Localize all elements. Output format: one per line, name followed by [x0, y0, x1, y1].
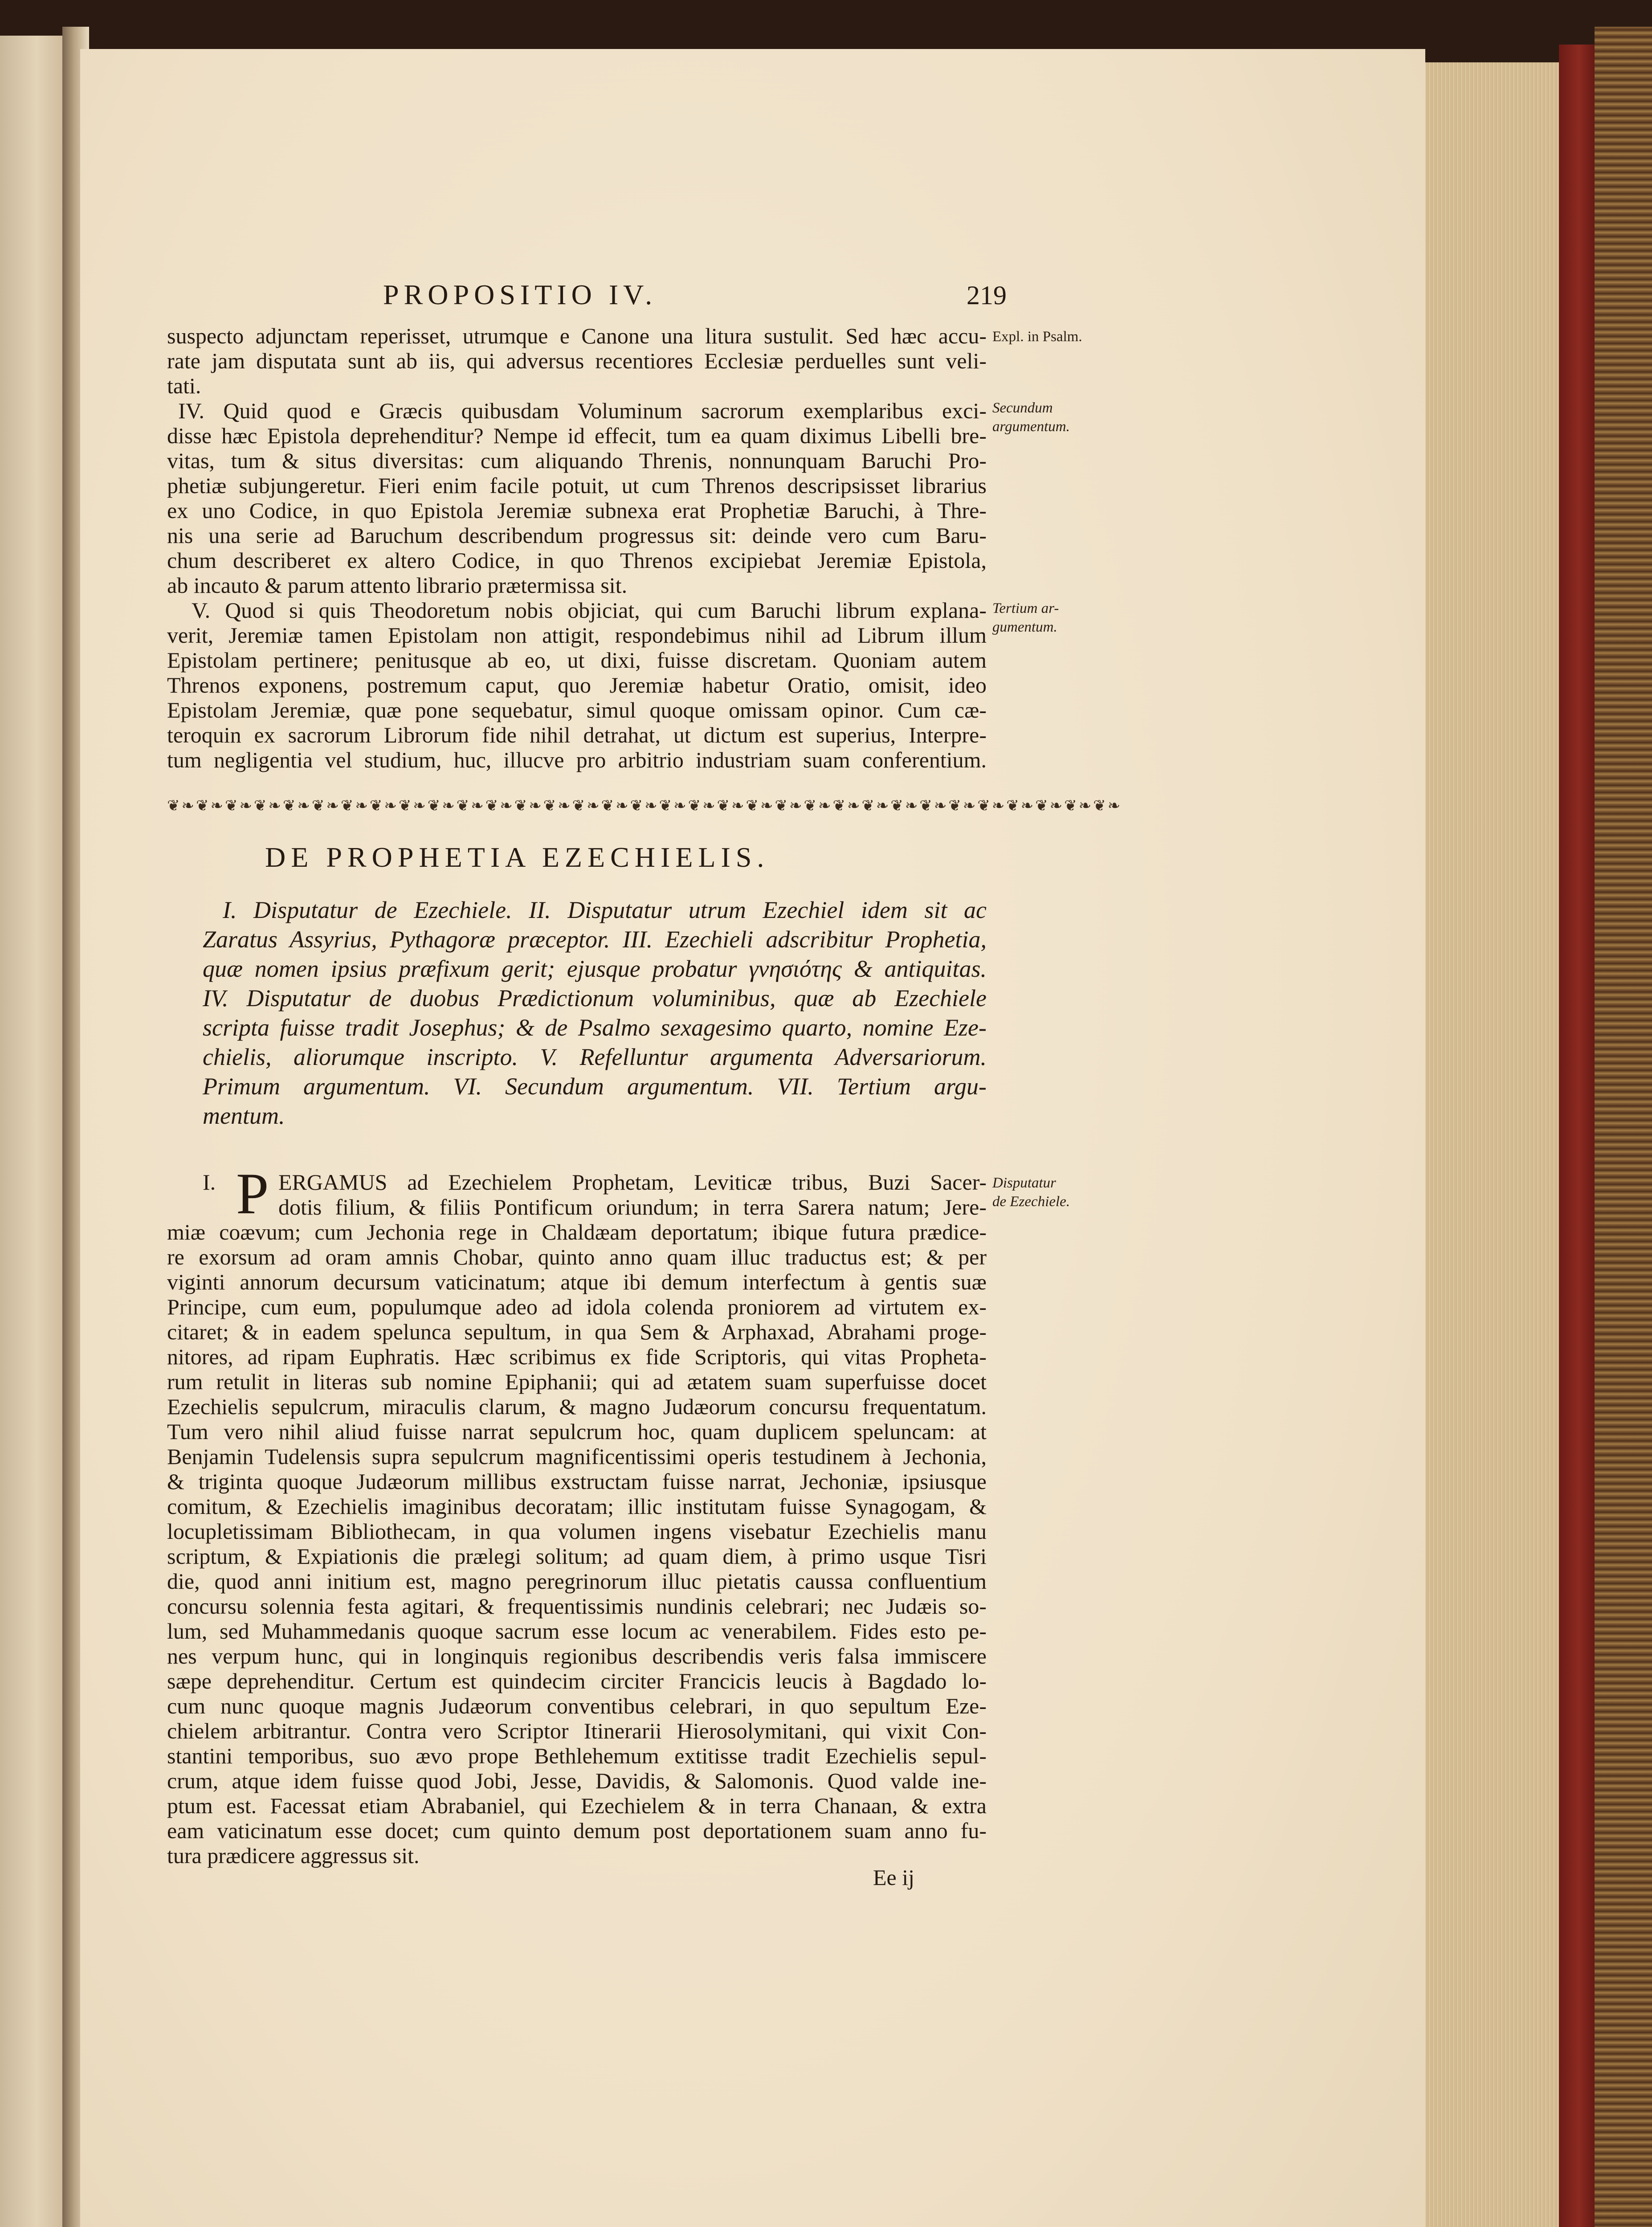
running-head — [383, 278, 1007, 314]
text-line: tura prædicere aggressus sit. — [167, 1843, 420, 1868]
text-line: nes verpum hunc, qui in longinquis regionibus describendis veris falsa immiscere — [167, 1644, 987, 1668]
text-line: crum, atque idem fuisse quod Jobi, Jesse, Davidis, & Salomonis. Quod valde ine- — [167, 1768, 987, 1793]
summary-line: mentum. — [203, 1102, 285, 1129]
margin-note-secundum-2: argumentum. — [992, 419, 1070, 435]
text-line: cum nunc quoque magnis Judæorum conventibus celebrari, in quo sepultum Eze- — [167, 1693, 987, 1718]
text-line: locupletissimam Bibliothecam, in qua volumen ingens visebatur Ezechielis manu — [167, 1519, 987, 1544]
text-line: Epistolam pertinere; penitusque ab eo, ut dixi, fuisse discretam. Quoniam autem — [167, 648, 987, 673]
text-line: re exorsum ad oram amnis Chobar, quinto anno quam illuc traductus est; & per — [167, 1244, 987, 1269]
summary-line: Primum argumentum. VI. Secundum argumentum. VII. Tertium argu- — [203, 1073, 987, 1100]
text-line: sæpe deprehenditur. Certum est quindecim circiter Francicis leucis à Bagdado lo- — [167, 1668, 987, 1693]
page-block-edges — [1423, 62, 1566, 2227]
summary-line: quæ nomen ipsius præfixum gerit; ejusque probatur γνησιότης & antiquitas. — [203, 955, 987, 982]
text-line: disse hæc Epistola deprehenditur? Nempe id effecit, tum ea quam diximus Libelli bre- — [167, 423, 987, 448]
margin-note-expl: Expl. in Psalm. — [992, 329, 1082, 345]
text-line: Benjamin Tudelensis supra sepulcrum magnificentissimi operis testudinem à Jechonia, — [167, 1444, 987, 1469]
text-line: tati. — [167, 373, 201, 398]
text-line: ptum est. Facessat etiam Abrabaniel, qui Ezechielem & in terra Chanaan, & extra — [167, 1793, 987, 1818]
text-line: teroquin ex sacrorum Librorum fide nihil detrahat, ut dictum est superius, Interpre- — [167, 722, 987, 747]
text-line: verit, Jeremiæ tamen Epistolam non attigit, respondebimus nihil ad Librum illum — [167, 623, 987, 648]
ornamental-rule: ❦❧❦❧❦❧❦❧❦❧❦❧❦❧❦❧❦❧❦❧❦❧❦❧❦❧❦❧❦❧❦❧❦❧❦❧❦❧❦❧❦❧❦❧❦❧❦❧❦❧❦❧❦❧❦❧❦❧❦❧❦❧❦❧❦❧ — [167, 798, 1122, 814]
margin-note-disputatur: Disputatur — [992, 1175, 1056, 1191]
page-number: 219 — [967, 281, 1007, 310]
running-head-title: PROPOSITIO IV. — [383, 279, 657, 310]
text-line: Ezechielis sepulcrum, miraculis clarum, & magno Judæorum concursu frequentatum. — [167, 1394, 987, 1419]
leather-binding — [1595, 27, 1652, 2227]
facing-page-edge — [0, 36, 67, 2227]
text-line: Threnos exponens, postremum caput, quo Jeremiæ habetur Oratio, omisit, ideo — [167, 673, 987, 697]
text-line: dotis filium, & filiis Pontificum oriundum; in terra Sarera natum; Jere- — [278, 1195, 987, 1220]
text-line: Epistolam Jeremiæ, quæ pone sequebatur, simul quoque omissam opinor. Cum cæ- — [167, 697, 987, 722]
text-line: concursu solennia festa agitari, & frequentissimis nundinis celebrari; nec Judæis so- — [167, 1594, 987, 1619]
text-line: ex uno Codice, in quo Epistola Jeremiæ subnexa erat Prophetiæ Baruchi, à Thre- — [167, 498, 987, 523]
text-line: eam vaticinatum esse docet; cum quinto demum post deportationem suam anno fu- — [167, 1818, 987, 1843]
margin-note-tertium: Tertium ar- — [992, 600, 1059, 616]
text-line: ab incauto & parum attento librario prætermissa sit. — [167, 573, 628, 598]
text-line: vitas, tum & situs diversitas: cum aliquando Threnis, nonnunquam Baruchi Pro- — [167, 448, 987, 473]
section-title: DE PROPHETIA EZECHIELIS. — [265, 841, 770, 873]
margin-note-disputatur-2: de Ezechiele. — [992, 1194, 1070, 1210]
text-line: phetiæ subjungeretur. Fieri enim facile potuit, ut cum Threnos descripsisset librarius — [167, 473, 987, 498]
drop-cap-letter: P — [236, 1161, 269, 1226]
margin-note-secundum: Secundum — [992, 400, 1053, 416]
text-line: citaret; & in eadem spelunca sepultum, in qua Sem & Arphaxad, Abrahami proge- — [167, 1319, 987, 1344]
text-line: & triginta quoque Judæorum millibus exstructam fuisse narrat, Jechoniæ, ipsiusque — [167, 1469, 987, 1494]
text-line: lum, sed Muhammedanis quoque sacrum esse locum ac venerabilem. Fides esto pe- — [167, 1619, 987, 1644]
text-line: chum describeret ex altero Codice, in quo Threnos excipiebat Jeremiæ Epistola, — [167, 548, 987, 573]
catchword-signature: Ee ij — [873, 1865, 915, 1890]
summary-line: Zaratus Assyrius, Pythagoræ præceptor. III. Ezechieli adscribitur Prophetia, — [203, 926, 987, 953]
text-line: die, quod anni initium est, magno peregrinorum illuc pietatis caussa confluentium — [167, 1569, 987, 1594]
text-line: viginti annorum decursum vaticinatum; atque ibi demum interfectum à gentis suæ — [167, 1269, 987, 1294]
text-line: Tum vero nihil aliud fuisse narrat sepulcrum hoc, quam duplicem speluncam: at — [167, 1419, 987, 1444]
text-line: comitum, & Ezechielis imaginibus decoratam; illic institutam fuisse Synagogam, & — [167, 1494, 987, 1519]
text-line: rate jam disputata sunt ab iis, qui adversus recentiores Ecclesiæ perduelles sunt veli- — [167, 348, 987, 373]
text-line: scriptum, & Expiationis die prælegi solitum; ad quam diem, à primo usque Tisri — [167, 1544, 987, 1569]
text-line: rum retulit in literas sub nomine Epiphanii; qui ad ætatem suam superfuisse docet — [167, 1369, 987, 1394]
summary-line: I. Disputatur de Ezechiele. II. Disputatur utrum Ezechiel idem sit ac — [223, 897, 987, 923]
summary-line: scripta fuisse tradit Josephus; & de Psalmo sexagesimo quarto, nomine Eze- — [203, 1014, 987, 1041]
text-line: suspecto adjunctam reperisset, utrumque e Canone una litura sustulit. Sed hæc accu- — [167, 323, 987, 348]
text-line: nis una serie ad Baruchum describendum progressus sit: deinde vero cum Baru- — [167, 523, 987, 548]
summary-line: IV. Disputatur de duobus Prædictionum voluminibus, quæ ab Ezechiele — [203, 985, 987, 1012]
summary-line: chielis, aliorumque inscripto. V. Refelluntur argumenta Adversariorum. — [203, 1044, 987, 1070]
red-cover-edge — [1559, 45, 1599, 2227]
text-line: IV. Quid quod e Græcis quibusdam Voluminum sacrorum exemplaribus exci- — [178, 398, 987, 423]
text-line: stantini temporibus, suo ævo prope Bethlehemum extitisse tradit Ezechielis sepul- — [167, 1743, 987, 1768]
text-line: Principe, cum eum, populumque adeo ad idola colenda proniorem ad virtutem ex- — [167, 1294, 987, 1319]
text-line: tum negligentia vel studium, huc, illucve pro arbitrio industriam suam conferentium. — [167, 747, 987, 772]
text-line: V. Quod si quis Theodoretum nobis objiciat, qui cum Baruchi librum explana- — [192, 598, 987, 623]
text-line: nitores, ad ripam Euphratis. Hæc scribimus ex fide Scriptoris, qui vitas Propheta- — [167, 1344, 987, 1369]
margin-note-tertium-2: gumentum. — [992, 619, 1057, 635]
paragraph-numeral: I. — [203, 1170, 216, 1195]
text-line: chielem arbitrantur. Contra vero Scriptor Itinerarii Hierosolymitani, qui vixit Con- — [167, 1718, 987, 1743]
text-line: ERGAMUS ad Ezechielem Prophetam, Leviticæ tribus, Buzi Sacer- — [278, 1170, 987, 1195]
text-line: miæ coævum; cum Jechonia rege in Chaldæam deportatum; ibique futura prædice- — [167, 1220, 987, 1244]
